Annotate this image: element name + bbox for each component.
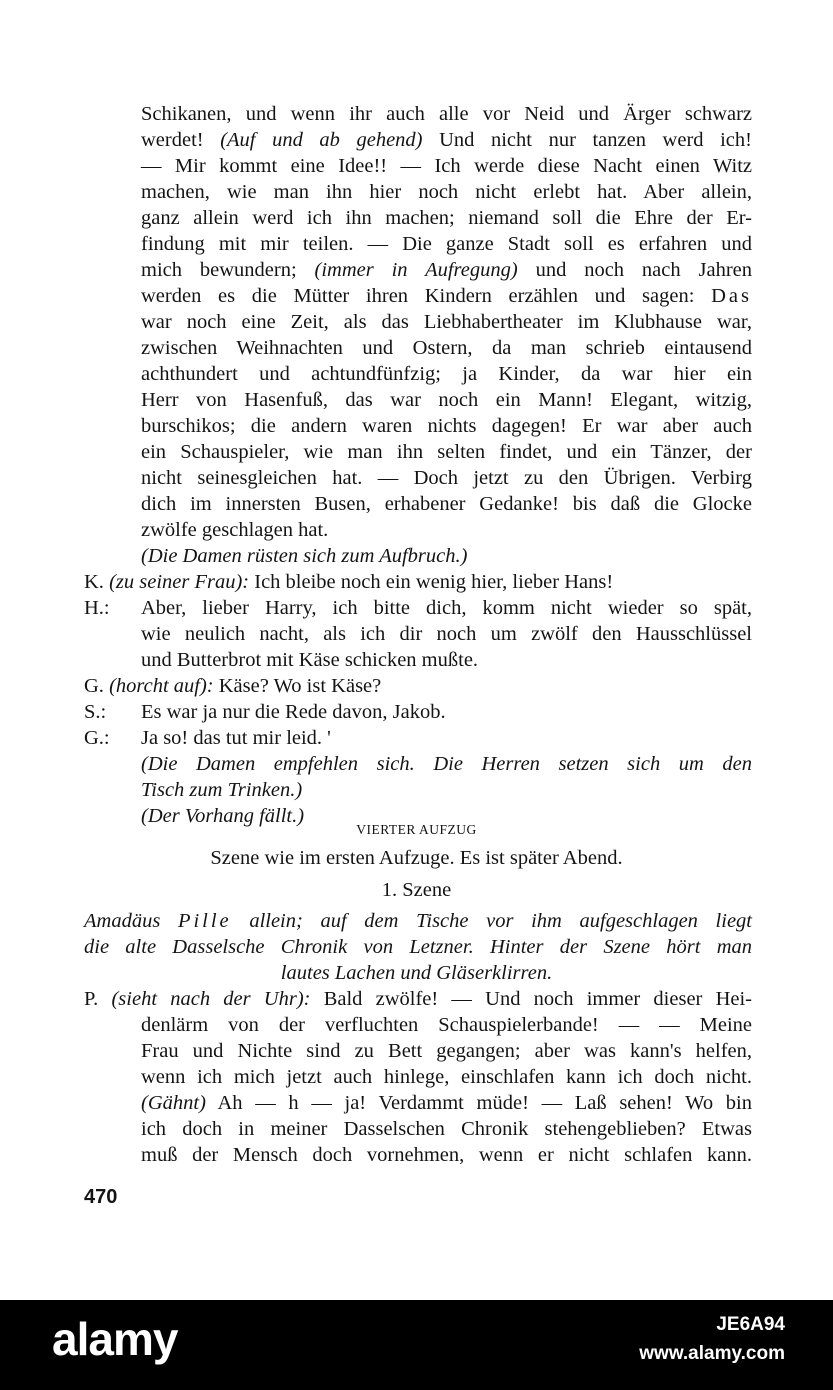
stage-direction: (zu seiner Frau): bbox=[109, 571, 250, 593]
text-line: nicht seinesgleichen hat. — Doch jetzt zu den Übrigen. Verbirg bbox=[141, 467, 752, 489]
stage-direction: (Auf und ab gehend) bbox=[220, 129, 423, 151]
stage-direction: Tisch zum Trinken.) bbox=[141, 779, 303, 801]
scene-description: die alte Dasselsche Chronik von Letzner. Hinter der Szene hört man bbox=[84, 936, 752, 958]
text-line: mich bewundern; (immer in Aufregung) und noch nach Jahren bbox=[141, 259, 752, 281]
page-number: 470 bbox=[84, 1186, 118, 1208]
scene-description: lautes Lachen und Gläserklirren. bbox=[280, 962, 553, 984]
spaced-emphasis: Das bbox=[711, 285, 752, 307]
text-line: machen, wie man ihn hier noch nicht erlebt hat. Aber allein, bbox=[141, 181, 752, 203]
text-line: wenn ich mich jetzt auch hinlege, einschlafen kann ich doch nicht. bbox=[141, 1066, 752, 1088]
text-line: zwölfe geschlagen hat. bbox=[141, 519, 329, 541]
text-line: Schikanen, und wenn ihr auch alle vor Neid und Ärger schwarz bbox=[141, 103, 752, 125]
scene-title: 1. Szene bbox=[381, 879, 452, 901]
text-line: burschikos; die andern waren nichts dagegen! Er war aber auch bbox=[141, 415, 752, 437]
text-line: findung mit mir teilen. — Die ganze Stadt soll es erfahren und bbox=[141, 233, 752, 255]
text-line: werden es die Mütter ihren Kindern erzählen und sagen: Das bbox=[141, 285, 752, 307]
text-line: muß der Mensch doch vornehmen, wenn er nicht schlafen kann. bbox=[141, 1144, 752, 1166]
dialogue-g: G. (horcht auf): Käse? Wo ist Käse? bbox=[84, 675, 382, 697]
speaker-s: S.: bbox=[84, 701, 107, 723]
speaker-k: K. bbox=[84, 571, 110, 593]
text-line: zwischen Weihnachten und Ostern, da man schrieb eintausend bbox=[141, 337, 752, 359]
speaker-p: P. bbox=[84, 988, 112, 1010]
text-line: Ja so! das tut mir leid. ' bbox=[141, 727, 331, 749]
act-title: VIERTER AUFZUG bbox=[356, 822, 477, 837]
spaced-emphasis: Pille bbox=[177, 910, 232, 932]
stage-direction: (Die Damen empfehlen sich. Die Herren setzen sich um den bbox=[141, 753, 752, 775]
speaker-g: G.: bbox=[84, 727, 110, 749]
text-line: (Gähnt) Ah — h — ja! Verdammt müde! — Laß sehen! Wo bin bbox=[141, 1092, 752, 1114]
stage-direction: (Gähnt) bbox=[141, 1092, 206, 1114]
speaker-h: H.: bbox=[84, 597, 110, 619]
text-line: werdet! (Auf und ab gehend) Und nicht nur tanzen werd ich! bbox=[141, 129, 752, 151]
dialogue-k: K. (zu seiner Frau): Ich bleibe noch ein wenig hier, lieber Hans! bbox=[84, 571, 614, 593]
text-line: Aber, lieber Harry, ich bitte dich, komm nicht wieder so spät, bbox=[141, 597, 752, 619]
text-line: Herr von Hasenfuß, das war noch ein Mann! Elegant, witzig, bbox=[141, 389, 752, 411]
text-line: wie neulich nacht, als ich dir noch um zwölf den Hausschlüssel bbox=[141, 623, 752, 645]
text-line: Es war ja nur die Rede davon, Jakob. bbox=[141, 701, 446, 723]
speaker-g: G. bbox=[84, 675, 110, 697]
site-url: www.alamy.com bbox=[639, 1343, 785, 1364]
text-line: dich im innersten Busen, erhabener Gedanke! bis daß die Glocke bbox=[141, 493, 752, 515]
stage-direction: (horcht auf): bbox=[109, 675, 214, 697]
text-line: achthundert und achtundfünfzig; ja Kinder, da war hier ein bbox=[141, 363, 752, 385]
text-line: war noch eine Zeit, als das Liebhabertheater im Klubhause war, bbox=[141, 311, 752, 333]
text-line: ich doch in meiner Dasselschen Chronik stehengeblieben? Etwas bbox=[141, 1118, 752, 1140]
act-subtitle: Szene wie im ersten Aufzuge. Es ist später Abend. bbox=[210, 847, 623, 869]
text-line: und Butterbrot mit Käse schicken mußte. bbox=[141, 649, 479, 671]
text-line: Frau und Nichte sind zu Bett gegangen; aber was kann's helfen, bbox=[141, 1040, 752, 1062]
stage-direction: (Die Damen rüsten sich zum Aufbruch.) bbox=[141, 545, 468, 567]
scene-description: Amadäus Pille allein; auf dem Tische vor ihm aufgeschlagen liegt bbox=[84, 910, 752, 932]
stage-direction: (Der Vorhang fällt.) bbox=[141, 805, 305, 827]
alamy-logo: alamy bbox=[52, 1313, 178, 1365]
text-line: — Mir kommt eine Idee!! — Ich werde diese Nacht einen Witz bbox=[141, 155, 752, 177]
dialogue-p: P. (sieht nach der Uhr): Bald zwölfe! — Und noch immer dieser Hei- bbox=[84, 988, 753, 1010]
image-id: JE6A94 bbox=[716, 1314, 785, 1335]
stage-direction: (sieht nach der Uhr): bbox=[111, 988, 311, 1010]
stage-direction: (immer in Aufregung) bbox=[314, 259, 518, 281]
text-line: ganz allein werd ich ihn machen; niemand soll die Ehre der Er- bbox=[141, 207, 752, 229]
text-line: ein Schauspieler, wie man ihn selten findet, und ein Tänzer, der bbox=[141, 441, 752, 463]
text-line: denlärm von der verfluchten Schauspielerbande! — — Meine bbox=[141, 1014, 752, 1036]
